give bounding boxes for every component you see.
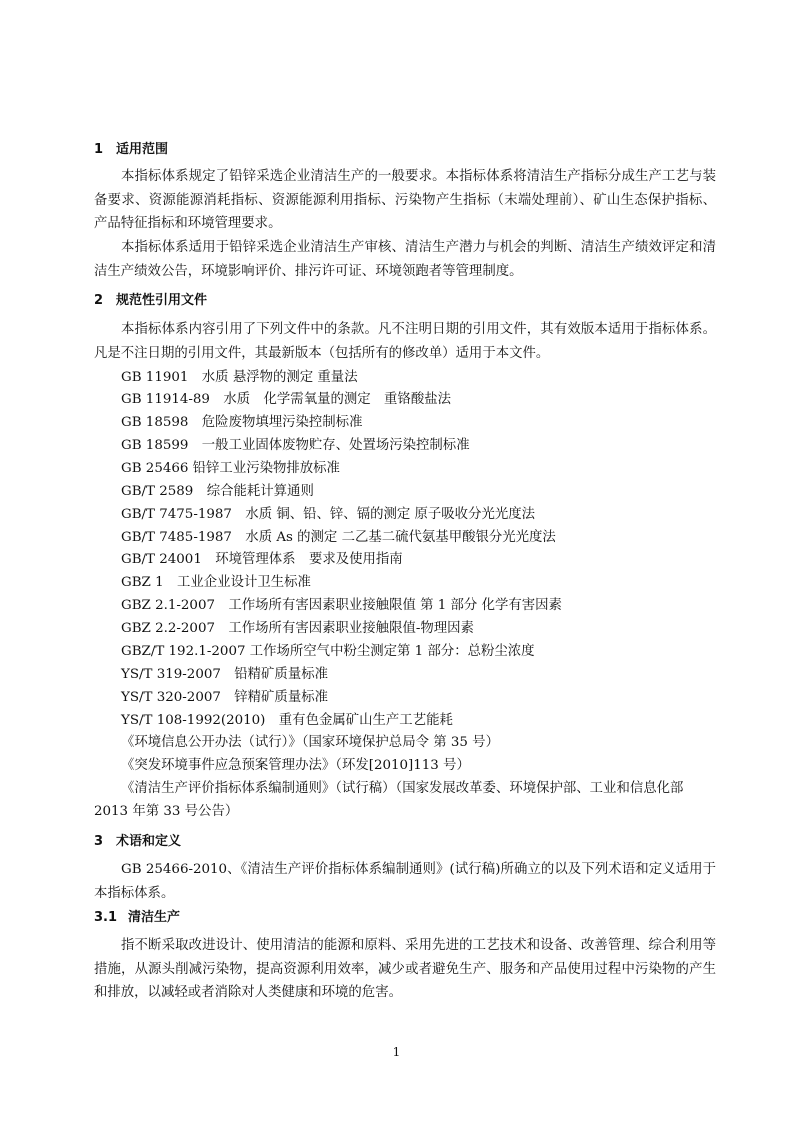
- scope-paragraph-2: 本指标体系适用于铅锌采选企业清洁生产审核、清洁生产潜力与机会的判断、清洁生产绩效评定和清洁生产绩效公告，环境影响评价、排污许可证、环境领跑者等管理制度。: [94, 240, 716, 279]
- section-number: 3: [94, 834, 104, 849]
- reference-item: GB/T 7485-1987 水质 As 的测定 二乙基二硫代氨基甲酸银分光光度法: [121, 530, 556, 545]
- reference-item: GBZ 1 工业企业设计卫生标准: [121, 575, 311, 590]
- cleaner-production-definition: 指不断采取改进设计、使用清洁的能源和原料、采用先进的工艺技术和设备、改善管理、综合利用等措施，从源头削减污染物，提高资源利用效率，减少或者避免生产、服务和产品使用过程中污染物的产生和排放，以减轻或者消除对人类健康和环境的危害。: [94, 938, 716, 1000]
- section-heading-references: [94, 292, 207, 310]
- section-heading-scope: [94, 141, 168, 159]
- scope-paragraph-1: 本指标体系规定了铅锌采选企业清洁生产的一般要求。本指标体系将清洁生产指标分成生产工艺与装备要求、资源能源消耗指标、资源能源利用指标、污染物产生指标（末端处理前）、矿山生态保护指标、产品特征指标和环境管理要求。: [94, 169, 716, 231]
- reference-item: GB 25466 铅锌工业污染物排放标准: [121, 461, 340, 476]
- reference-item: GB 18598 危险废物填埋污染控制标准: [121, 415, 363, 430]
- subsection-title: 清洁生产: [128, 910, 181, 925]
- section-title: 术语和定义: [116, 834, 182, 849]
- section-number: 1: [94, 142, 104, 157]
- reference-item: YS/T 108-1992(2010) 重有色金属矿山生产工艺能耗: [121, 713, 453, 728]
- reference-item: GBZ 2.2-2007 工作场所有害因素职业接触限值-物理因素: [121, 621, 474, 636]
- reference-item: GB 11914-89 水质 化学需氧量的测定 重铬酸盐法: [121, 392, 451, 407]
- reference-item: YS/T 320-2007 锌精矿质量标准: [121, 690, 328, 705]
- terms-intro: GB 25466-2010、《清洁生产评价指标体系编制通则》(试行稿)所确立的以及下列术语和定义适用于本指标体系。: [94, 862, 716, 901]
- reference-item: GB/T 2589 综合能耗计算通则: [121, 484, 314, 499]
- reference-item: GBZ/T 192.1-2007 工作场所空气中粉尘测定第 1 部分：总粉尘浓度: [121, 644, 535, 659]
- reference-item: GB 11901 水质 悬浮物的测定 重量法: [121, 370, 358, 385]
- section-title: 适用范围: [116, 142, 169, 157]
- subsection-number: 3.1: [94, 910, 118, 925]
- reference-item: 《环境信息公开办法（试行）》（国家环境保护总局令 第 35 号）: [121, 735, 499, 750]
- section-title: 规范性引用文件: [116, 293, 208, 308]
- reference-item-continued: 2013 年第 33 号公告）: [94, 804, 239, 819]
- reference-item: GB 18599 一般工业固体废物贮存、处置场污染控制标准: [121, 438, 470, 453]
- reference-item: GBZ 2.1-2007 工作场所有害因素职业接触限值 第 1 部分 化学有害因素: [121, 598, 562, 613]
- reference-item: 《突发环境事件应急预案管理办法》（环发[2010]113 号）: [121, 758, 470, 773]
- reference-item: YS/T 319-2007 铅精矿质量标准: [121, 667, 328, 682]
- section-number: 2: [94, 293, 104, 308]
- page-number: 1: [392, 1045, 401, 1059]
- reference-item: GB/T 24001 环境管理体系 要求及使用指南: [121, 552, 403, 567]
- subsection-heading: [94, 909, 180, 927]
- reference-item: 《清洁生产评价指标体系编制通则》（试行稿）（国家发展改革委、环境保护部、工业和信息化部: [121, 781, 684, 796]
- section-heading-terms: [94, 833, 181, 851]
- references-intro: 本指标体系内容引用了下列文件中的条款。凡不注明日期的引用文件，其有效版本适用于指标体系。凡是不注日期的引用文件，其最新版本（包括所有的修改单）适用于本文件。: [94, 322, 716, 361]
- reference-item: GB/T 7475-1987 水质 铜、铅、锌、镉的测定 原子吸收分光光度法: [121, 507, 536, 522]
